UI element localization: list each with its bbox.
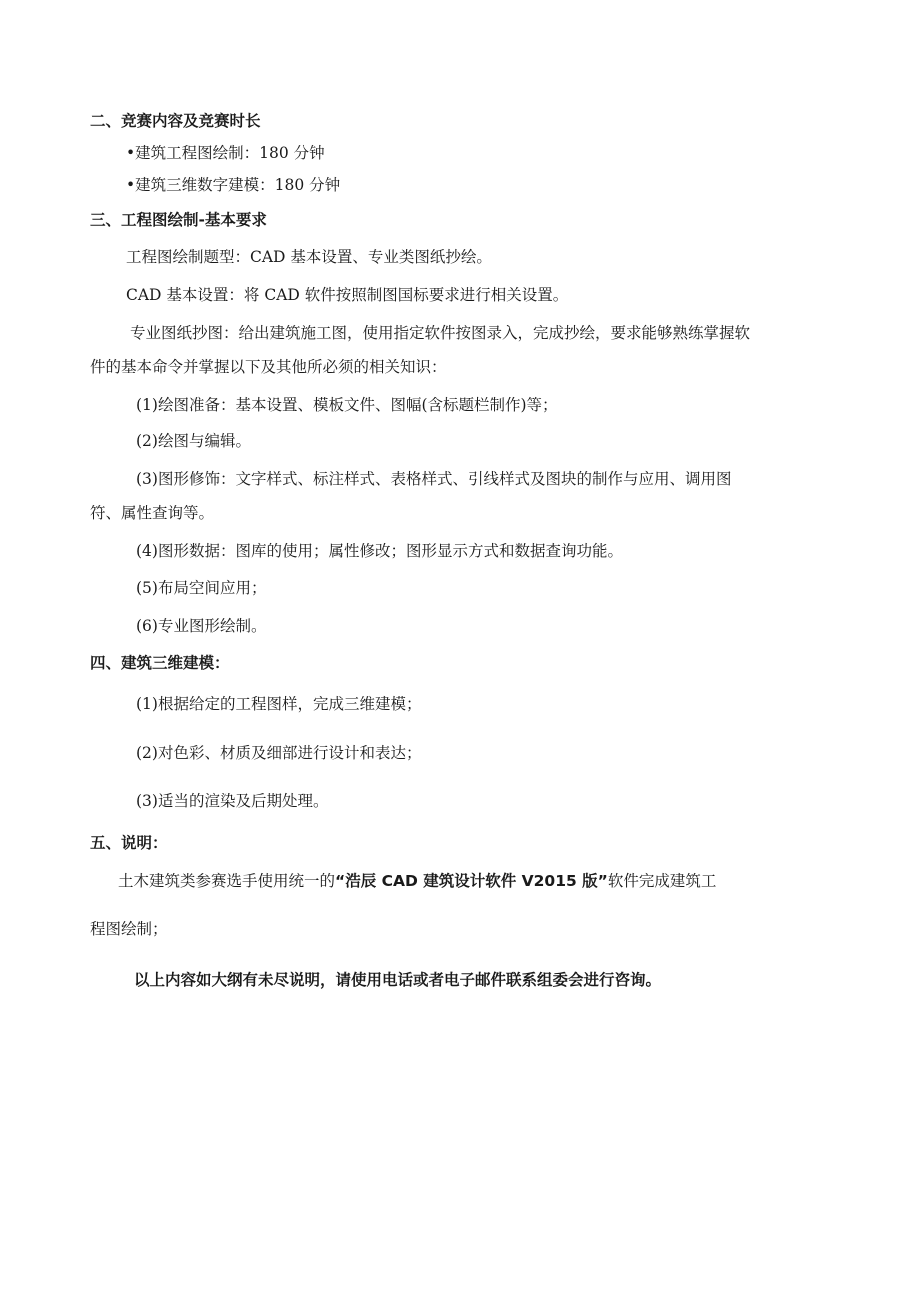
software-name: “浩辰 CAD 建筑设计软件 V2015 版” xyxy=(335,872,608,890)
list-item: 符、属性查询等。 xyxy=(90,504,215,522)
paragraph: 程图绘制； xyxy=(90,920,168,938)
section4-heading: 四、建筑三维建模： xyxy=(90,654,230,672)
section2-heading: 二、竞赛内容及竞赛时长 xyxy=(90,112,261,130)
list-item: (1)根据给定的工程图样，完成三维建模； xyxy=(136,695,422,713)
section3-heading: 三、工程图绘制-基本要求 xyxy=(90,211,267,229)
list-item: (2)对色彩、材质及细部进行设计和表达； xyxy=(136,744,422,762)
section5-heading: 五、说明： xyxy=(90,834,168,852)
list-item: (1)绘图准备：基本设置、模板文件、图幅(含标题栏制作)等； xyxy=(136,396,558,414)
list-item: •建筑三维数字建模：180 分钟 xyxy=(126,176,341,194)
paragraph xyxy=(118,871,716,891)
text-span: 土木建筑类参赛选手使用统一的 xyxy=(118,872,336,890)
text-span: 软件完成建筑工 xyxy=(607,872,717,890)
list-item: •建筑工程图绘制：180 分钟 xyxy=(126,144,325,162)
list-item: (4)图形数据：图库的使用；属性修改；图形显示方式和数据查询功能。 xyxy=(136,542,623,560)
paragraph: 件的基本命令并掌握以下及其他所必须的相关知识： xyxy=(90,358,447,376)
list-item: (3)适当的渲染及后期处理。 xyxy=(136,792,329,810)
paragraph: CAD 基本设置：将 CAD 软件按照制图国标要求进行相关设置。 xyxy=(126,286,569,304)
list-item: (6)专业图形绘制。 xyxy=(136,617,267,635)
paragraph: 工程图绘制题型：CAD 基本设置、专业类图纸抄绘。 xyxy=(126,248,492,266)
closing-note: 以上内容如大纲有未尽说明，请使用电话或者电子邮件联系组委会进行咨询。 xyxy=(134,971,662,989)
list-item: (3)图形修饰：文字样式、标注样式、表格样式、引线样式及图块的制作与应用、调用图 xyxy=(136,470,732,488)
paragraph: 专业图纸抄图：给出建筑施工图，使用指定软件按图录入，完成抄绘，要求能够熟练掌握软 xyxy=(130,324,751,342)
list-item: (5)布局空间应用； xyxy=(136,579,267,597)
list-item: (2)绘图与编辑。 xyxy=(136,432,251,450)
